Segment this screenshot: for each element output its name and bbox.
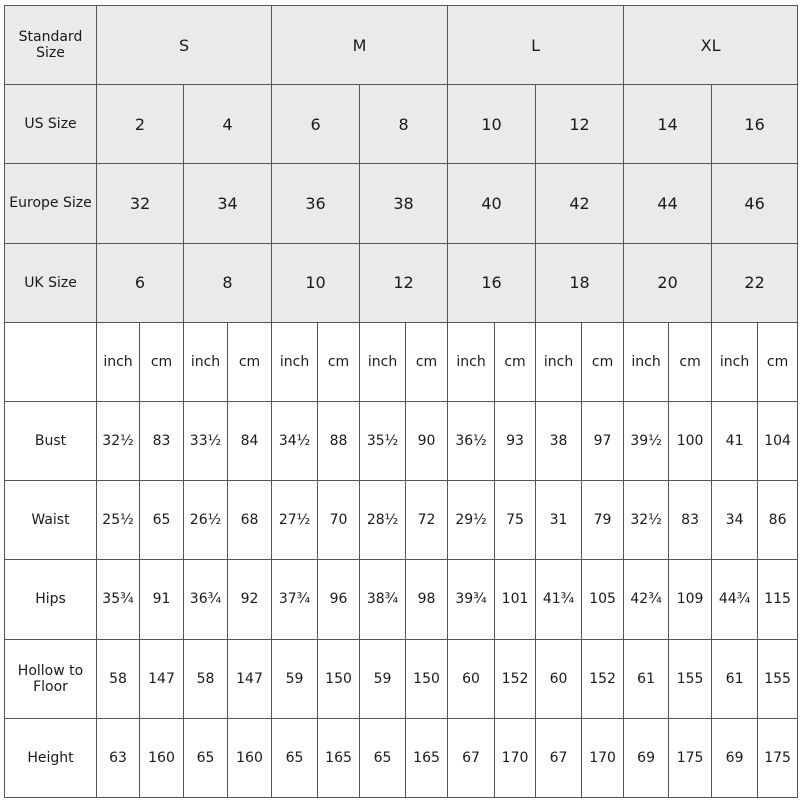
measurement-label-line2: Floor [33,678,68,695]
measurement-cm-cell: 88 [318,402,360,481]
measurement-cm-cell: 93 [495,402,536,481]
measurement-inch-cell: 69 [624,718,669,797]
uk-size-cell: 16 [448,243,536,322]
measurement-inch-cell: 35¾ [97,560,140,639]
measurement-inch-cell: 41 [712,402,758,481]
measurement-inch-cell: 60 [448,639,495,718]
uk-size-cell: 18 [536,243,624,322]
measurement-cm-cell: 72 [406,481,448,560]
us-size-cell: 10 [448,85,536,164]
unit-cm-header: cm [406,322,448,401]
size-chart [4,5,797,798]
measurement-inch-cell: 34½ [272,402,318,481]
measurement-cm-cell: 105 [582,560,624,639]
measurement-inch-cell: 59 [360,639,406,718]
us-size-cell: 14 [624,85,712,164]
measurement-inch-cell: 39¾ [448,560,495,639]
measurement-inch-cell: 34 [712,481,758,560]
europe-size-cell: 36 [272,164,360,243]
uk-size-cell: 12 [360,243,448,322]
measurement-inch-cell: 25½ [97,481,140,560]
measurement-row [5,481,798,560]
unit-inch-header: inch [360,322,406,401]
measurement-rows [5,402,798,798]
measurement-inch-cell: 36¾ [184,560,228,639]
unit-inch-header: inch [624,322,669,401]
size-chart-table [4,5,798,798]
measurement-cm-cell: 165 [318,718,360,797]
standard-size-label-line1: Standard [18,29,83,46]
measurement-label: Hips [5,560,97,639]
unit-row [5,322,798,401]
europe-size-row [5,164,798,243]
measurement-cm-cell: 65 [140,481,184,560]
us-size-row [5,85,798,164]
measurement-cm-cell: 160 [140,718,184,797]
us-size-cell: 4 [184,85,272,164]
measurement-inch-cell: 59 [272,639,318,718]
measurement-inch-cell: 65 [272,718,318,797]
europe-size-cell: 46 [712,164,798,243]
measurement-inch-cell: 41¾ [536,560,582,639]
measurement-inch-cell: 65 [360,718,406,797]
uk-size-cell: 22 [712,243,798,322]
measurement-inch-cell: 63 [97,718,140,797]
measurement-cm-cell: 170 [582,718,624,797]
unit-inch-header: inch [712,322,758,401]
measurement-cm-cell: 96 [318,560,360,639]
unit-cm-header: cm [495,322,536,401]
europe-size-cell: 40 [448,164,536,243]
measurement-inch-cell: 58 [97,639,140,718]
us-size-cell: 6 [272,85,360,164]
measurement-row [5,639,798,718]
measurement-inch-cell: 28½ [360,481,406,560]
measurement-inch-cell: 61 [624,639,669,718]
measurement-inch-cell: 32½ [97,402,140,481]
size-m: M [272,6,448,85]
measurement-row [5,560,798,639]
measurement-cm-cell: 152 [495,639,536,718]
measurement-cm-cell: 150 [406,639,448,718]
measurement-cm-cell: 98 [406,560,448,639]
us-size-label: US Size [5,85,97,164]
uk-size-cell: 10 [272,243,360,322]
measurement-cm-cell: 152 [582,639,624,718]
measurement-cm-cell: 175 [758,718,798,797]
us-size-cell: 8 [360,85,448,164]
unit-row-blank [5,322,97,401]
us-size-cell: 12 [536,85,624,164]
measurement-cm-cell: 86 [758,481,798,560]
measurement-inch-cell: 67 [536,718,582,797]
unit-cm-header: cm [228,322,272,401]
unit-cm-header: cm [140,322,184,401]
measurement-cm-cell: 101 [495,560,536,639]
europe-size-label: Europe Size [5,164,97,243]
measurement-inch-cell: 38¾ [360,560,406,639]
measurement-label: Waist [5,481,97,560]
size-l: L [448,6,624,85]
measurement-inch-cell: 29½ [448,481,495,560]
europe-size-cell: 32 [97,164,184,243]
measurement-cm-cell: 155 [669,639,712,718]
measurement-inch-cell: 32½ [624,481,669,560]
measurement-cm-cell: 155 [758,639,798,718]
standard-size-row [5,6,798,85]
measurement-inch-cell: 42¾ [624,560,669,639]
measurement-cm-cell: 170 [495,718,536,797]
unit-inch-header: inch [448,322,495,401]
measurement-cm-cell: 104 [758,402,798,481]
measurement-label [5,639,97,718]
measurement-cm-cell: 97 [582,402,624,481]
measurement-inch-cell: 65 [184,718,228,797]
measurement-cm-cell: 115 [758,560,798,639]
measurement-cm-cell: 160 [228,718,272,797]
measurement-inch-cell: 61 [712,639,758,718]
measurement-inch-cell: 69 [712,718,758,797]
measurement-row [5,402,798,481]
unit-cm-header: cm [318,322,360,401]
measurement-inch-cell: 38 [536,402,582,481]
uk-size-cell: 8 [184,243,272,322]
measurement-inch-cell: 33½ [184,402,228,481]
measurement-cm-cell: 150 [318,639,360,718]
size-xl: XL [624,6,798,85]
standard-size-label-line2: Size [36,45,65,62]
unit-cm-header: cm [669,322,712,401]
measurement-cm-cell: 75 [495,481,536,560]
uk-size-label: UK Size [5,243,97,322]
measurement-inch-cell: 44¾ [712,560,758,639]
measurement-inch-cell: 37¾ [272,560,318,639]
measurement-cm-cell: 90 [406,402,448,481]
measurement-row [5,718,798,797]
measurement-cm-cell: 83 [669,481,712,560]
measurement-inch-cell: 60 [536,639,582,718]
uk-size-row [5,243,798,322]
measurement-cm-cell: 100 [669,402,712,481]
measurement-cm-cell: 165 [406,718,448,797]
measurement-cm-cell: 70 [318,481,360,560]
unit-inch-header: inch [97,322,140,401]
measurement-cm-cell: 109 [669,560,712,639]
standard-size-label [5,6,97,85]
europe-size-cell: 42 [536,164,624,243]
measurement-inch-cell: 58 [184,639,228,718]
measurement-inch-cell: 67 [448,718,495,797]
uk-size-cell: 20 [624,243,712,322]
unit-cm-header: cm [758,322,798,401]
unit-inch-header: inch [184,322,228,401]
measurement-cm-cell: 147 [140,639,184,718]
uk-size-cell: 6 [97,243,184,322]
measurement-cm-cell: 92 [228,560,272,639]
measurement-label-line1: Hollow to [17,662,84,679]
us-size-cell: 16 [712,85,798,164]
measurement-cm-cell: 79 [582,481,624,560]
measurement-inch-cell: 27½ [272,481,318,560]
unit-inch-header: inch [536,322,582,401]
us-size-cell: 2 [97,85,184,164]
measurement-cm-cell: 147 [228,639,272,718]
measurement-inch-cell: 36½ [448,402,495,481]
measurement-inch-cell: 31 [536,481,582,560]
unit-inch-header: inch [272,322,318,401]
measurement-inch-cell: 35½ [360,402,406,481]
measurement-cm-cell: 84 [228,402,272,481]
europe-size-cell: 44 [624,164,712,243]
measurement-label: Bust [5,402,97,481]
measurement-cm-cell: 91 [140,560,184,639]
measurement-cm-cell: 175 [669,718,712,797]
size-s: S [97,6,272,85]
measurement-inch-cell: 26½ [184,481,228,560]
measurement-inch-cell: 39½ [624,402,669,481]
measurement-cm-cell: 68 [228,481,272,560]
measurement-cm-cell: 83 [140,402,184,481]
europe-size-cell: 38 [360,164,448,243]
unit-cm-header: cm [582,322,624,401]
measurement-label: Height [5,718,97,797]
europe-size-cell: 34 [184,164,272,243]
